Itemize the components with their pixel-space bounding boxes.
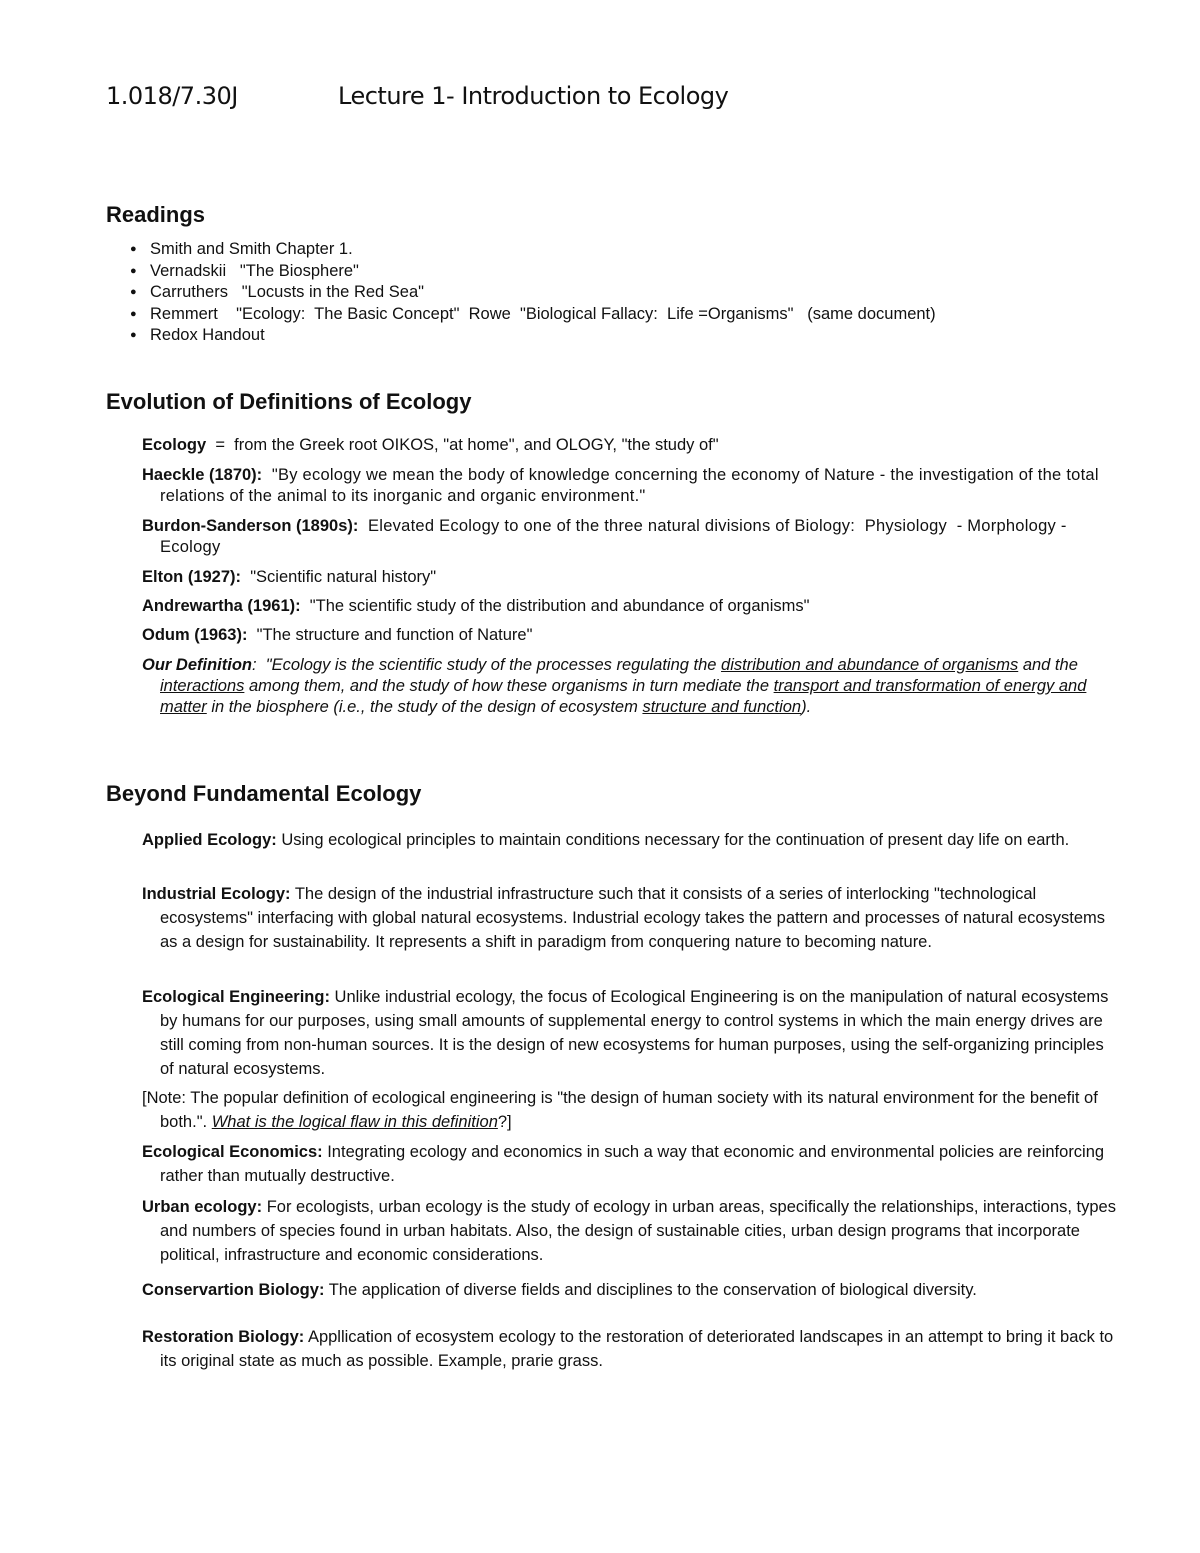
definition-colon: :	[252, 656, 257, 674]
definition-text: among them, and the study of how these organisms in turn mediate the	[244, 677, 774, 695]
definition-text: Integrating ecology and economics in such a way that economic and environmental policies are reinforcing rather than mutually destructive.	[160, 1143, 1105, 1185]
readings-heading: Readings	[106, 202, 206, 227]
definition-text: "The scientific study of the distribution and abundance of organisms"	[300, 597, 810, 615]
applied-ecology-entry	[142, 828, 1120, 852]
definition-term: Andrewartha (1961):	[142, 597, 301, 615]
note-end: ?]	[497, 1113, 512, 1131]
our-definition	[142, 655, 1102, 718]
definition-entry	[142, 596, 1102, 617]
definition-term: Elton (1927):	[142, 568, 242, 586]
definition-text: Appllication of ecosystem ecology to the restoration of deteriorated landscapes in an attempt to bring it back to its original state as much as possible. Example, prarie grass.	[160, 1328, 1114, 1370]
bullet-icon: ●	[130, 307, 137, 320]
definition-term: Urban ecology:	[142, 1198, 263, 1216]
ecological-economics-entry	[142, 1140, 1120, 1188]
definition-text: Elevated Ecology to one of the three natural divisions of Biology: Physiology - Morphology - Ecology	[160, 517, 1072, 556]
beyond-heading: Beyond Fundamental Ecology	[106, 781, 422, 806]
ecological-engineering-entry	[142, 985, 1120, 1081]
definition-text: For ecologists, urban ecology is the study of ecology in urban areas, specifically the relationships, interactions, types and numbers of species found in urban habitats. Also, the design of sustainable cities, urban design programs that incorporate political, infrastructure and economic considerations.	[160, 1198, 1116, 1264]
note-question: What is the logical flaw in this definition	[211, 1113, 498, 1131]
reading-text: Smith and Smith Chapter 1.	[150, 240, 353, 258]
restoration-biology-entry	[142, 1325, 1120, 1373]
definition-entry	[142, 465, 1102, 507]
list-item	[130, 261, 936, 283]
reading-text: Redox Handout	[150, 326, 265, 344]
list-item	[130, 282, 936, 304]
reading-text: Carruthers "Locusts in the Red Sea"	[150, 283, 425, 301]
definition-term: Ecology	[142, 436, 207, 454]
definition-text: "Scientific natural history"	[241, 568, 437, 586]
definitions-heading: Evolution of Definitions of Ecology	[106, 389, 472, 414]
definition-entry	[142, 567, 1102, 588]
definition-text: "Ecology is the scientific study of the processes regulating the	[256, 656, 722, 674]
definition-text: The design of the industrial infrastructure such that it consists of a series of interlocking "technological ecosystems" interfacing with global natural ecosystems. Industrial ecology takes the pattern and processes of natural ecosystems as a design for sustainability. It represents a shift in paradigm from conquering nature to becoming nature.	[160, 885, 1105, 951]
definition-text: and the	[1018, 656, 1078, 674]
industrial-ecology-entry	[142, 882, 1120, 954]
definition-text: The application of diverse fields and disciplines to the conservation of biological diversity.	[324, 1281, 977, 1299]
list-item	[130, 325, 936, 347]
definition-term: Ecological Economics:	[142, 1143, 323, 1161]
urban-ecology-entry	[142, 1195, 1120, 1267]
readings-list	[130, 239, 936, 347]
lecture-title: Lecture 1- Introduction to Ecology	[338, 82, 729, 110]
reading-text: Remmert "Ecology: The Basic Concept" Rowe "Biological Fallacy: Life =Organisms" (same document)	[150, 304, 936, 323]
note-text: [Note: The popular definition of ecological engineering is "the design of human society with its natural environment for the benefit of both.".	[142, 1089, 1098, 1131]
bullet-icon: ●	[130, 243, 137, 255]
definition-text: Using ecological principles to maintain conditions necessary for the continuation of present day life on earth.	[276, 831, 1070, 849]
definition-entry	[142, 435, 1102, 456]
underlined-phrase: transport and transformation of energy and matter	[160, 677, 1087, 716]
reading-text: Vernadskii "The Biosphere"	[150, 261, 359, 280]
definition-text: "By ecology we mean the body of knowledge concerning the economy of Nature - the investigation of the total relations of the animal to its inorganic and organic environment."	[160, 466, 1104, 505]
course-code: 1.018/7.30J	[106, 82, 238, 110]
definition-text: ).	[801, 698, 812, 716]
definition-entry	[142, 625, 1102, 646]
definition-term: Applied Ecology:	[142, 831, 277, 849]
definition-text: = from the Greek root OIKOS, "at home", and OLOGY, "the study of"	[206, 436, 719, 454]
note-entry	[142, 1086, 1120, 1134]
conservation-biology-entry	[142, 1278, 1120, 1302]
underlined-phrase: interactions	[160, 677, 245, 695]
definition-term: Conservartion Biology:	[142, 1281, 325, 1299]
definition-text: "The structure and function of Nature"	[247, 626, 533, 644]
list-item	[130, 239, 936, 261]
bullet-icon: ●	[130, 329, 137, 341]
definition-term: Our Definition	[142, 656, 252, 674]
definition-text: in the biosphere (i.e., the study of the design of ecosystem	[206, 698, 643, 716]
list-item	[130, 304, 936, 326]
definition-term: Haeckle (1870):	[142, 466, 263, 484]
definition-text: Unlike industrial ecology, the focus of Ecological Engineering is on the manipulation of natural ecosystems by humans for our purposes, using small amounts of supplemental energy to control systems in which the main energy drives are still coming from non-human sources. It is the design of new ecosystems for human purposes, using the self-organizing principles of natural ecosystems.	[160, 988, 1109, 1078]
bullet-icon: ●	[130, 264, 137, 277]
underlined-phrase: structure and function	[642, 698, 802, 716]
definition-term: Burdon-Sanderson (1890s):	[142, 517, 359, 535]
definition-term: Odum (1963):	[142, 626, 248, 644]
definition-term: Restoration Biology:	[142, 1328, 305, 1346]
bullet-icon: ●	[130, 286, 137, 298]
underlined-phrase: distribution and abundance of organisms	[721, 656, 1019, 674]
definition-term: Ecological Engineering:	[142, 988, 330, 1006]
definition-term: Industrial Ecology:	[142, 885, 291, 903]
definition-entry	[142, 516, 1102, 558]
